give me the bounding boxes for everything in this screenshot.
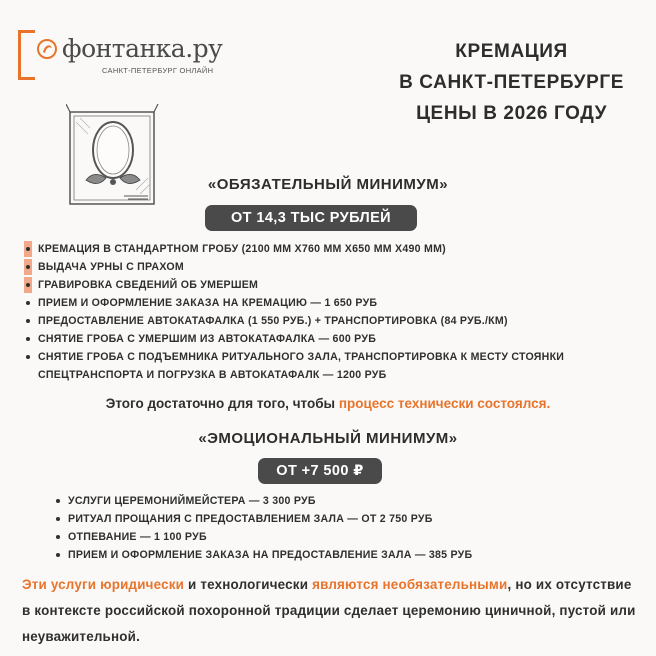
logo-bracket xyxy=(18,30,35,80)
list-item: РИТУАЛ ПРОЩАНИЯ С ПРЕДОСТАВЛЕНИЕМ ЗАЛА — ОТ 2 750 РУБ xyxy=(54,510,472,528)
headline-line3: ЦЕНЫ В 2026 ГОДУ xyxy=(416,103,608,124)
list-item: СНЯТИЕ ГРОБА С ПОДЪЕМНИКА РИТУАЛЬНОГО ЗАЛА, ТРАНСПОРТИРОВКА К МЕСТУ СТОЯНКИ СПЕЦТРАНСПОРТА И ПОГРУЗКА В АВТОКАТАФАЛК — 1200 РУБ xyxy=(24,348,628,384)
note-highlight: процесс технически состоялся. xyxy=(338,396,551,411)
closing-highlight-2: являются необязательными xyxy=(312,577,508,592)
closing-plain-1: и технологически xyxy=(184,577,313,592)
section2-price-badge: ОТ +7 500 ₽ xyxy=(258,458,382,484)
section1-list xyxy=(24,240,628,384)
section2-title: «ЭМОЦИОНАЛЬНЫЙ МИНИМУМ» xyxy=(198,430,458,447)
note-plain: Этого достаточно для того, чтобы xyxy=(105,396,339,411)
section2-list xyxy=(54,492,472,564)
section1-price-badge: ОТ 14,3 ТЫС РУБЛЕЙ xyxy=(205,205,417,231)
headline-line2: В САНКТ-ПЕТЕРБУРГЕ xyxy=(399,72,624,93)
list-item: ПРЕДОСТАВЛЕНИЕ АВТОКАТАФАЛКА (1 550 РУБ.) + ТРАНСПОРТИРОВКА (84 РУБ./КМ) xyxy=(24,312,628,330)
list-item: ПРИЕМ И ОФОРМЛЕНИЕ ЗАКАЗА НА КРЕМАЦИЮ — 1 650 РУБ xyxy=(24,294,628,312)
fontanka-logo-icon xyxy=(34,36,60,62)
section1-title: «ОБЯЗАТЕЛЬНЫЙ МИНИМУМ» xyxy=(207,176,449,193)
headline-line1: КРЕМАЦИЯ xyxy=(455,41,568,62)
list-item: ПРИЕМ И ОФОРМЛЕНИЕ ЗАКАЗА НА ПРЕДОСТАВЛЕНИЕ ЗАЛА — 385 РУБ xyxy=(54,546,472,564)
list-item: КРЕМАЦИЯ В СТАНДАРТНОМ ГРОБУ (2100 ММ Х760 ММ Х650 ММ Х490 ММ) xyxy=(24,240,628,258)
list-item: СНЯТИЕ ГРОБА С УМЕРШИМ ИЗ АВТОКАТАФАЛКА — 600 РУБ xyxy=(24,330,628,348)
headline xyxy=(399,36,624,129)
list-item: УСЛУГИ ЦЕРЕМОНИЙМЕЙСТЕРА — 3 300 РУБ xyxy=(54,492,472,510)
closing-text xyxy=(22,572,642,650)
list-item: ГРАВИРОВКА СВЕДЕНИЙ ОБ УМЕРШЕМ xyxy=(24,276,628,294)
logo-name: фонтанка.ру xyxy=(62,34,223,63)
list-item: ВЫДАЧА УРНЫ С ПРАХОМ xyxy=(24,258,628,276)
logo-subtitle: САНКТ-ПЕТЕРБУРГ ОНЛАЙН xyxy=(102,66,214,75)
closing-highlight-1: Эти услуги юридически xyxy=(22,577,185,592)
closing-comma: , xyxy=(507,577,512,592)
list-item: ОТПЕВАНИЕ — 1 100 РУБ xyxy=(54,528,472,546)
closing-plain-2: но их отсутствие в контексте российской похоронной традиции сделает церемонию циничной, пустой или неуважительной. xyxy=(22,577,636,644)
note-text xyxy=(0,396,656,411)
